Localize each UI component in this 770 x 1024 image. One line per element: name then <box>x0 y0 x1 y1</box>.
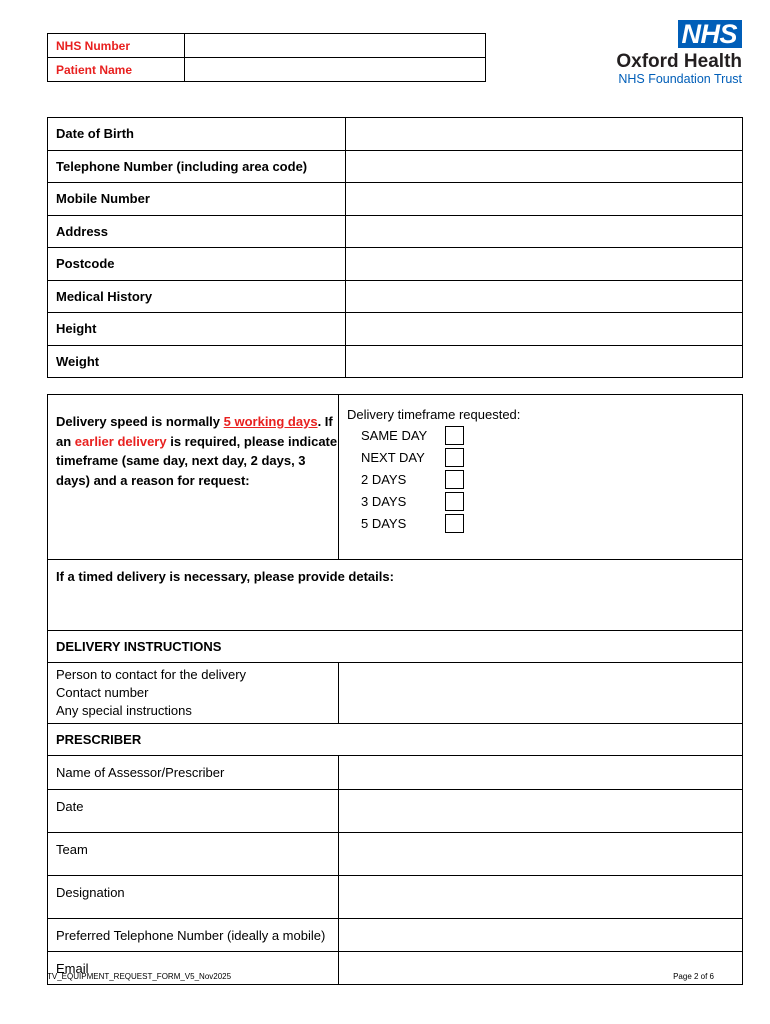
weight-field[interactable] <box>346 345 743 378</box>
org-name: Oxford Health <box>616 51 742 72</box>
weight-label: Weight <box>48 345 346 378</box>
designation-label: Designation <box>48 876 339 919</box>
assessor-name-field[interactable] <box>339 756 743 790</box>
patient-name-label: Patient Name <box>48 58 185 82</box>
nhs-number-label: NHS Number <box>48 34 185 58</box>
three-days-checkbox[interactable] <box>445 492 464 511</box>
earlier-delivery-text: earlier delivery <box>74 433 167 449</box>
option-same-day-label: SAME DAY <box>361 427 428 443</box>
postcode-field[interactable] <box>346 248 743 281</box>
email-label: Email <box>48 952 339 985</box>
height-field[interactable] <box>346 313 743 346</box>
preferred-telephone-field[interactable] <box>339 919 743 952</box>
telephone-label: Telephone Number (including area code) <box>48 150 346 183</box>
two-days-checkbox[interactable] <box>445 470 464 489</box>
page-number: Page 2 of 6 <box>673 972 714 981</box>
contact-number-label: Contact number <box>56 685 149 700</box>
delivery-instructions-heading: DELIVERY INSTRUCTIONS <box>48 631 743 663</box>
org-subtitle: NHS Foundation Trust <box>618 72 742 86</box>
assessor-name-label: Name of Assessor/Prescriber <box>48 756 339 790</box>
option-2-days-label: 2 DAYS <box>361 471 407 487</box>
timed-delivery-field[interactable] <box>48 560 743 631</box>
timed-delivery-label: If a timed delivery is necessary, please provide details: <box>56 569 394 584</box>
special-instructions-label: Any special instructions <box>56 703 192 718</box>
date-label: Date <box>48 790 339 833</box>
timeframe-cell <box>339 395 743 560</box>
contact-person-label: Person to contact for the delivery <box>56 667 247 682</box>
next-day-checkbox[interactable] <box>445 448 464 467</box>
height-label: Height <box>48 313 346 346</box>
nhs-number-field[interactable] <box>185 34 486 58</box>
delivery-speed-note: Delivery speed is normally 5 working days. If an earlier delivery is required, please indicate timeframe (same day, next day, 2 days, 3 days) and a reason for request: <box>48 395 339 560</box>
five-working-days-link: 5 working days <box>223 414 318 429</box>
medical-history-label: Medical History <box>48 280 346 313</box>
patient-id-table <box>47 33 486 82</box>
contact-details-field[interactable] <box>339 663 743 724</box>
contact-labels <box>48 663 339 724</box>
option-5-days-label: 5 DAYS <box>361 515 407 531</box>
preferred-telephone-label: Preferred Telephone Number (ideally a mobile) <box>48 919 339 952</box>
nhs-logo <box>590 20 742 87</box>
prescriber-heading: PRESCRIBER <box>48 724 743 756</box>
mobile-field[interactable] <box>346 183 743 216</box>
option-3-days-label: 3 DAYS <box>361 493 407 509</box>
address-label: Address <box>48 215 346 248</box>
postcode-label: Postcode <box>48 248 346 281</box>
mobile-label: Mobile Number <box>48 183 346 216</box>
address-field[interactable] <box>346 215 743 248</box>
nhs-badge: NHS <box>678 20 742 48</box>
patient-name-field[interactable] <box>185 58 486 82</box>
designation-field[interactable] <box>339 876 743 919</box>
dob-label: Date of Birth <box>48 118 346 151</box>
team-label: Team <box>48 833 339 876</box>
same-day-checkbox[interactable] <box>445 426 464 445</box>
five-days-checkbox[interactable] <box>445 514 464 533</box>
date-field[interactable] <box>339 790 743 833</box>
medical-history-field[interactable] <box>346 280 743 313</box>
patient-details-table <box>47 117 743 378</box>
dob-field[interactable] <box>346 118 743 151</box>
delivery-table <box>47 394 743 985</box>
option-next-day-label: NEXT DAY <box>361 449 425 465</box>
telephone-field[interactable] <box>346 150 743 183</box>
timeframe-title: Delivery timeframe requested: <box>347 407 521 422</box>
document-id: TV_EQUIPMENT_REQUEST_FORM_V5_Nov2025 <box>47 972 232 981</box>
team-field[interactable] <box>339 833 743 876</box>
